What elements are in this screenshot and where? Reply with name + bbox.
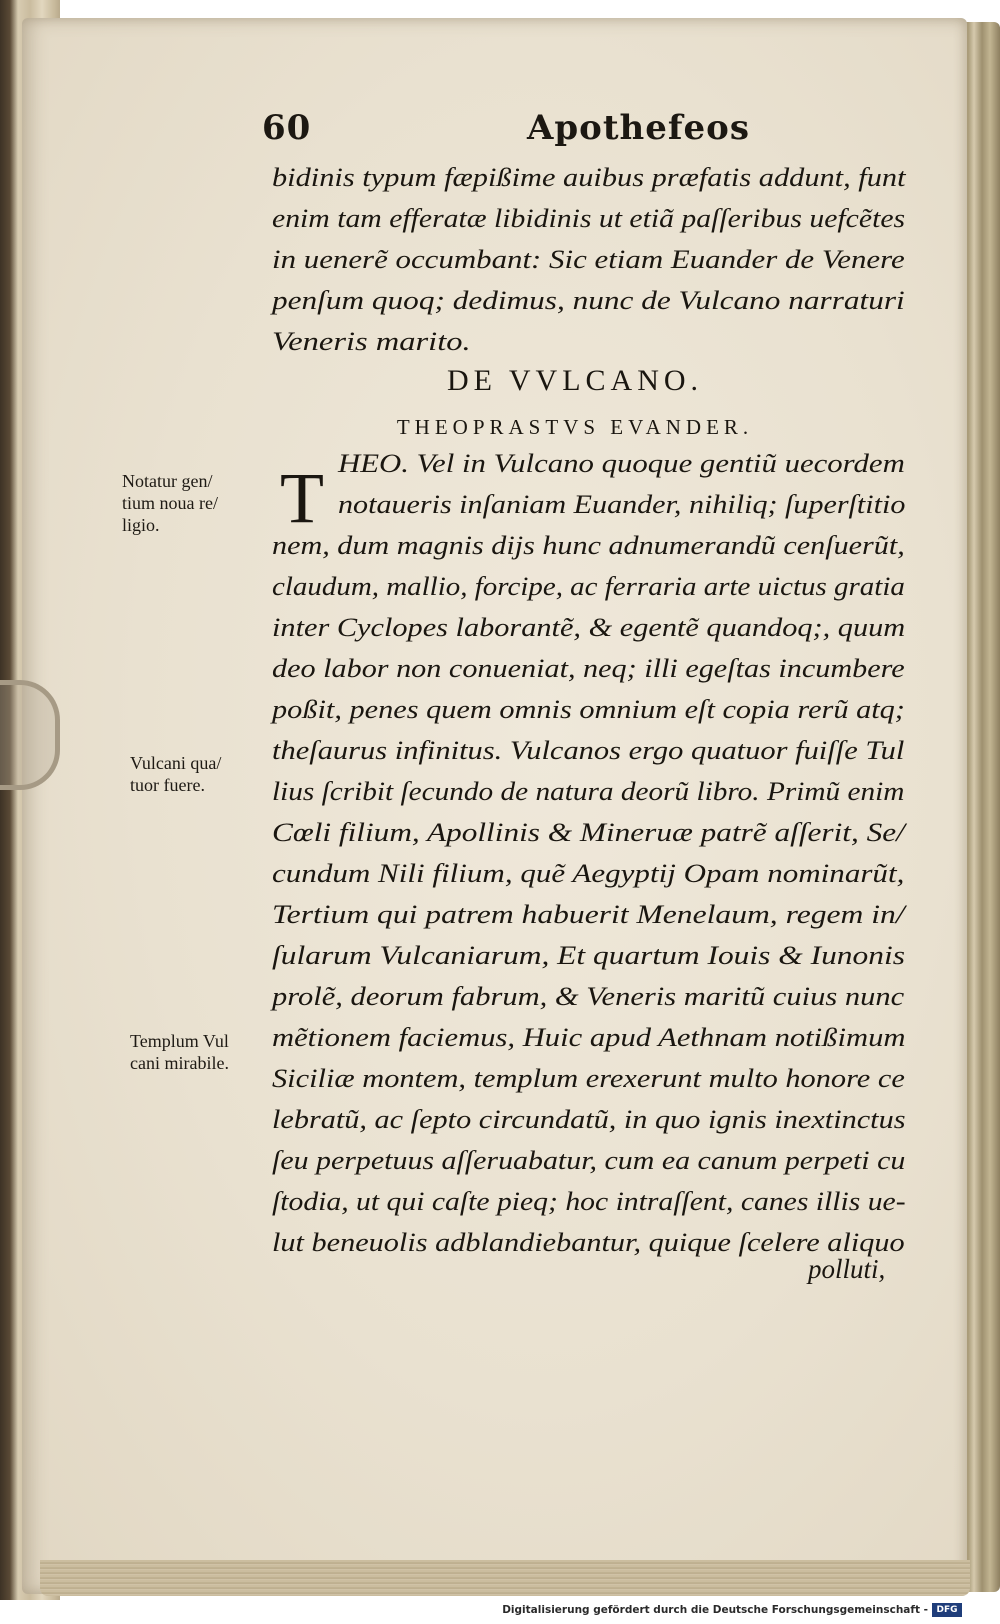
text-line: lebratũ, ac ſepto circundatũ, in quo ignis inextinctus <box>272 1105 906 1134</box>
marginal-note-line: cani mirabile. <box>130 1053 229 1073</box>
text-line: claudum, mallio, forcipe, ac ferraria arte uictus gratia <box>272 572 905 601</box>
text-line: Veneris marito. <box>272 327 471 356</box>
marginal-note <box>122 470 272 536</box>
page-number: 60 <box>262 108 312 148</box>
text-line: prolẽ, deorum fabrum, & Veneris maritũ cuius nunc <box>272 982 905 1011</box>
text-line: ſeu perpetuus aſſeruabatur, cum ea canum perpeti cu <box>272 1146 906 1175</box>
marginal-note <box>130 1030 280 1074</box>
text-line: inter Cyclopes laborantẽ, & egentẽ quandoq;, quum <box>272 613 906 642</box>
text-line: theſaurus infinitus. Vulcanos ergo quatuor fuiſſe Tul <box>272 736 905 765</box>
funding-credit: Digitalisierung gefördert durch die Deutsche Forschungsgemeinschaft - <box>502 1604 928 1616</box>
running-title: Apothefeos <box>527 108 750 148</box>
chapter-heading: DE VVLCANO. <box>446 364 704 397</box>
running-head <box>262 108 750 152</box>
text-line: poßit, penes quem omnis omnium eſt copia rerũ atq; <box>272 695 905 724</box>
text-line: mẽtionem faciemus, Huic apud Aethnam notißimum <box>272 1023 906 1052</box>
text-line: notaueris inſaniam Euander, nihiliq; ſuperſtitio <box>338 490 906 519</box>
text-line: lut beneuolis adblandiebantur, quique ſcelere aliquo <box>272 1228 905 1257</box>
drop-cap: T <box>280 458 324 538</box>
marginal-note-line: Notatur gen/ <box>122 471 213 491</box>
text-line: ſtodia, ut qui caſte pieq; hoc intraſſent, canes illis ue- <box>272 1187 906 1216</box>
text-line: bidinis typum fæpißime auibus præfatis addunt, funt <box>272 163 906 192</box>
text-line: penſum quoq; dedimus, nunc de Vulcano narraturi <box>272 286 905 315</box>
text-line: in uenerẽ occumbant: Sic etiam Euander de Venere <box>272 245 905 274</box>
text-line: Tertium qui patrem habuerit Menelaum, regem in/ <box>272 900 905 929</box>
text-line: ſularum Vulcaniarum, Et quartum Iouis & Iunonis <box>272 941 905 970</box>
dialogue-speakers: THEOPRASTVS EVANDER. <box>396 415 754 439</box>
text-line: enim tam efferatæ libidinis ut etiã paſſeribus uefcẽtes <box>272 204 906 233</box>
text-line: lius ſcribit ſecundo de natura deorũ libro. Primũ enim <box>272 777 905 806</box>
text-line: HEO. Vel in Vulcano quoque gentiũ uecordem <box>338 449 905 478</box>
marginal-note-line: ligio. <box>122 515 160 535</box>
text-line: cundum Nili filium, quẽ Aegyptij Opam nominarũt, <box>272 859 905 888</box>
page-bottom-edge <box>40 1560 970 1596</box>
marginal-note-line: Templum Vul <box>130 1031 229 1051</box>
text-line: Cœli filium, Apollinis & Mineruæ patrẽ aſſerit, Se/ <box>272 818 905 847</box>
marginal-note-line: Vulcani qua/ <box>130 753 222 773</box>
marginal-note <box>130 752 280 796</box>
text-line: Siciliæ montem, templum erexerunt multo honore ce <box>272 1064 905 1093</box>
marginal-note-line: tuor fuere. <box>130 775 205 795</box>
book-clasp <box>0 680 60 790</box>
dfg-logo: DFG <box>932 1603 962 1617</box>
text-line: deo labor non conueniat, neq; illi egeſtas incumbere <box>272 654 905 683</box>
text-line: nem, dum magnis dijs hunc adnumerandũ cenſuerũt, <box>272 531 905 560</box>
marginal-note-line: tium noua re/ <box>122 493 218 513</box>
catchword: polluti, <box>808 1254 886 1284</box>
